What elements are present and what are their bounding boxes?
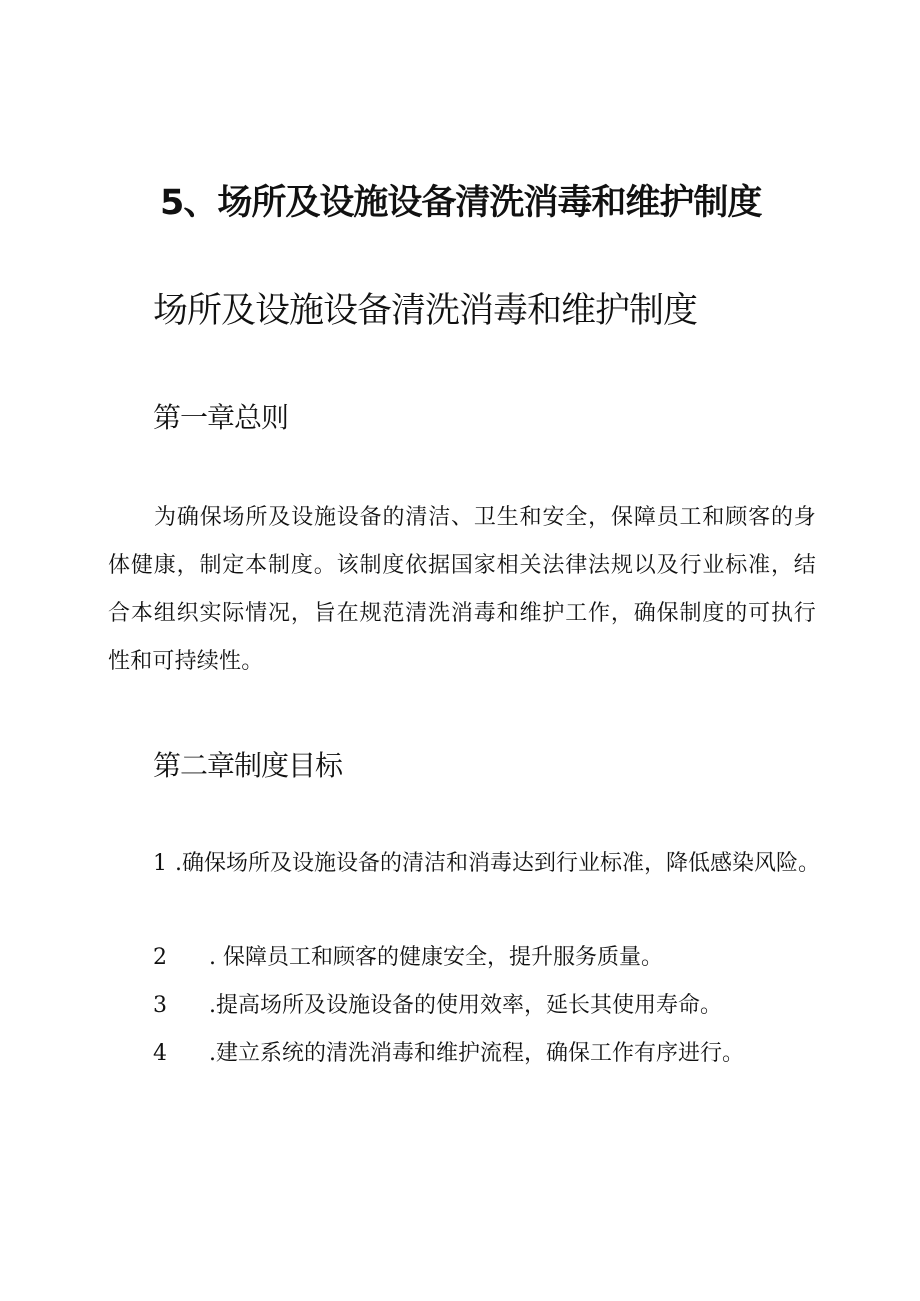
goal-item-3-number: 3 [153, 993, 167, 1018]
chapter-1-title: 第一章总则 [153, 401, 289, 434]
chapter-2-title: 第二章制度目标 [153, 749, 343, 782]
document-sub-title: 场所及设施设备清洗消毒和维护制度 [153, 291, 698, 331]
goal-item-2-number: 2 [153, 945, 167, 970]
goal-item-1 [108, 840, 820, 888]
goal-item-2-text: . 保障员工和顾客的健康安全，提升服务质量。 [209, 945, 663, 970]
goal-item-1-text: .确保场所及设施设备的清洁和消毒达到行业标准，降低感染风险。 [175, 851, 820, 876]
goal-item-1-number: 1 [153, 851, 167, 876]
goal-item-4 [153, 1030, 744, 1078]
goal-item-2 [153, 934, 663, 982]
goal-item-3-text: .提高场所及设施设备的使用效率，延长其使用寿命。 [209, 993, 722, 1018]
goal-item-3 [153, 982, 722, 1030]
chapter-1-paragraph: 为确保场所及设施设备的清洁、卫生和安全，保障员工和顾客的身体健康，制定本制度。该制度依据国家相关法律法规以及行业标准，结合本组织实际情况，旨在规范清洗消毒和维护工作，确保制度的可执行性和可持续性。 [108, 505, 816, 674]
document-main-title: 5、场所及设施设备清洗消毒和维护制度 [160, 183, 762, 223]
goal-item-4-text: .建立系统的清洗消毒和维护流程，确保工作有序进行。 [209, 1041, 744, 1066]
goal-item-4-number: 4 [153, 1041, 167, 1066]
